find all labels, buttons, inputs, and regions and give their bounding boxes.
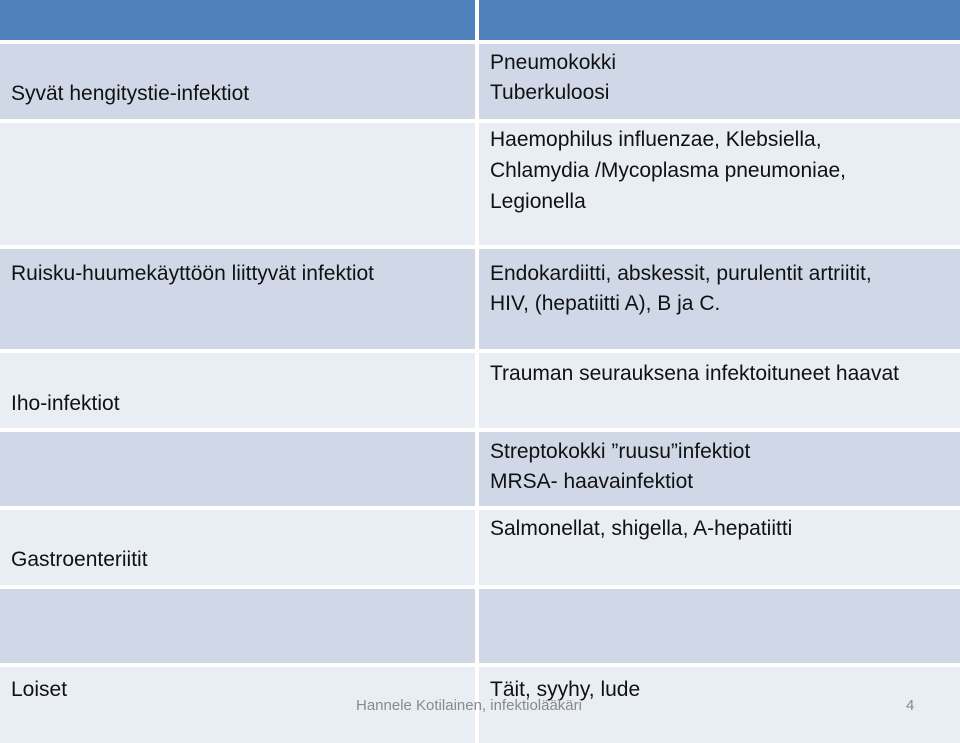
row-value: Chlamydia /Mycoplasma pneumoniae,: [490, 159, 847, 182]
table-row-right: [479, 432, 960, 506]
row-value: Pneumokokki: [490, 51, 617, 74]
table-row-right: [479, 123, 960, 245]
table-row-left: [0, 353, 475, 428]
table-row-right: [479, 44, 960, 119]
row-value: Tuberkuloosi: [490, 81, 610, 104]
table-row-left: [0, 123, 475, 245]
table-header-left: [0, 0, 475, 40]
table-row-left: [0, 249, 475, 349]
table-row-left: [0, 589, 475, 663]
row-label: Iho-infektiot: [11, 392, 120, 415]
table-row-left: [0, 44, 475, 119]
row-label: Gastroenteriitit: [11, 548, 148, 571]
row-label: Syvät hengitystie-infektiot: [11, 82, 250, 105]
row-value: Haemophilus influenzae, Klebsiella,: [490, 128, 822, 151]
table-header-right: [479, 0, 960, 40]
row-value: Legionella: [490, 190, 586, 213]
table-row-left: [0, 510, 475, 585]
row-label: Ruisku-huumekäyttöön liittyvät infektiot: [11, 262, 374, 285]
row-value: Täit, syyhy, lude: [490, 678, 641, 701]
row-value: HIV, (hepatiitti A), B ja C.: [490, 292, 721, 315]
table-row-left: [0, 432, 475, 506]
table-row-right: [479, 353, 960, 428]
row-value: Salmonellat, shigella, A-hepatiitti: [490, 517, 793, 540]
table-row-right: [479, 249, 960, 349]
row-value: MRSA- haavainfektiot: [490, 470, 694, 493]
footer-author: Hannele Kotilainen, infektiolääkäri: [356, 697, 582, 714]
page-number: 4: [906, 697, 915, 714]
table-row-right: [479, 510, 960, 585]
row-value: Endokardiitti, abskessit, purulentit artriitit,: [490, 262, 872, 285]
row-value: Trauman seurauksena infektoituneet haavat: [490, 362, 899, 385]
row-value: Streptokokki ”ruusu”infektiot: [490, 440, 751, 463]
table-row-right: [479, 589, 960, 663]
row-label: Loiset: [11, 678, 68, 701]
